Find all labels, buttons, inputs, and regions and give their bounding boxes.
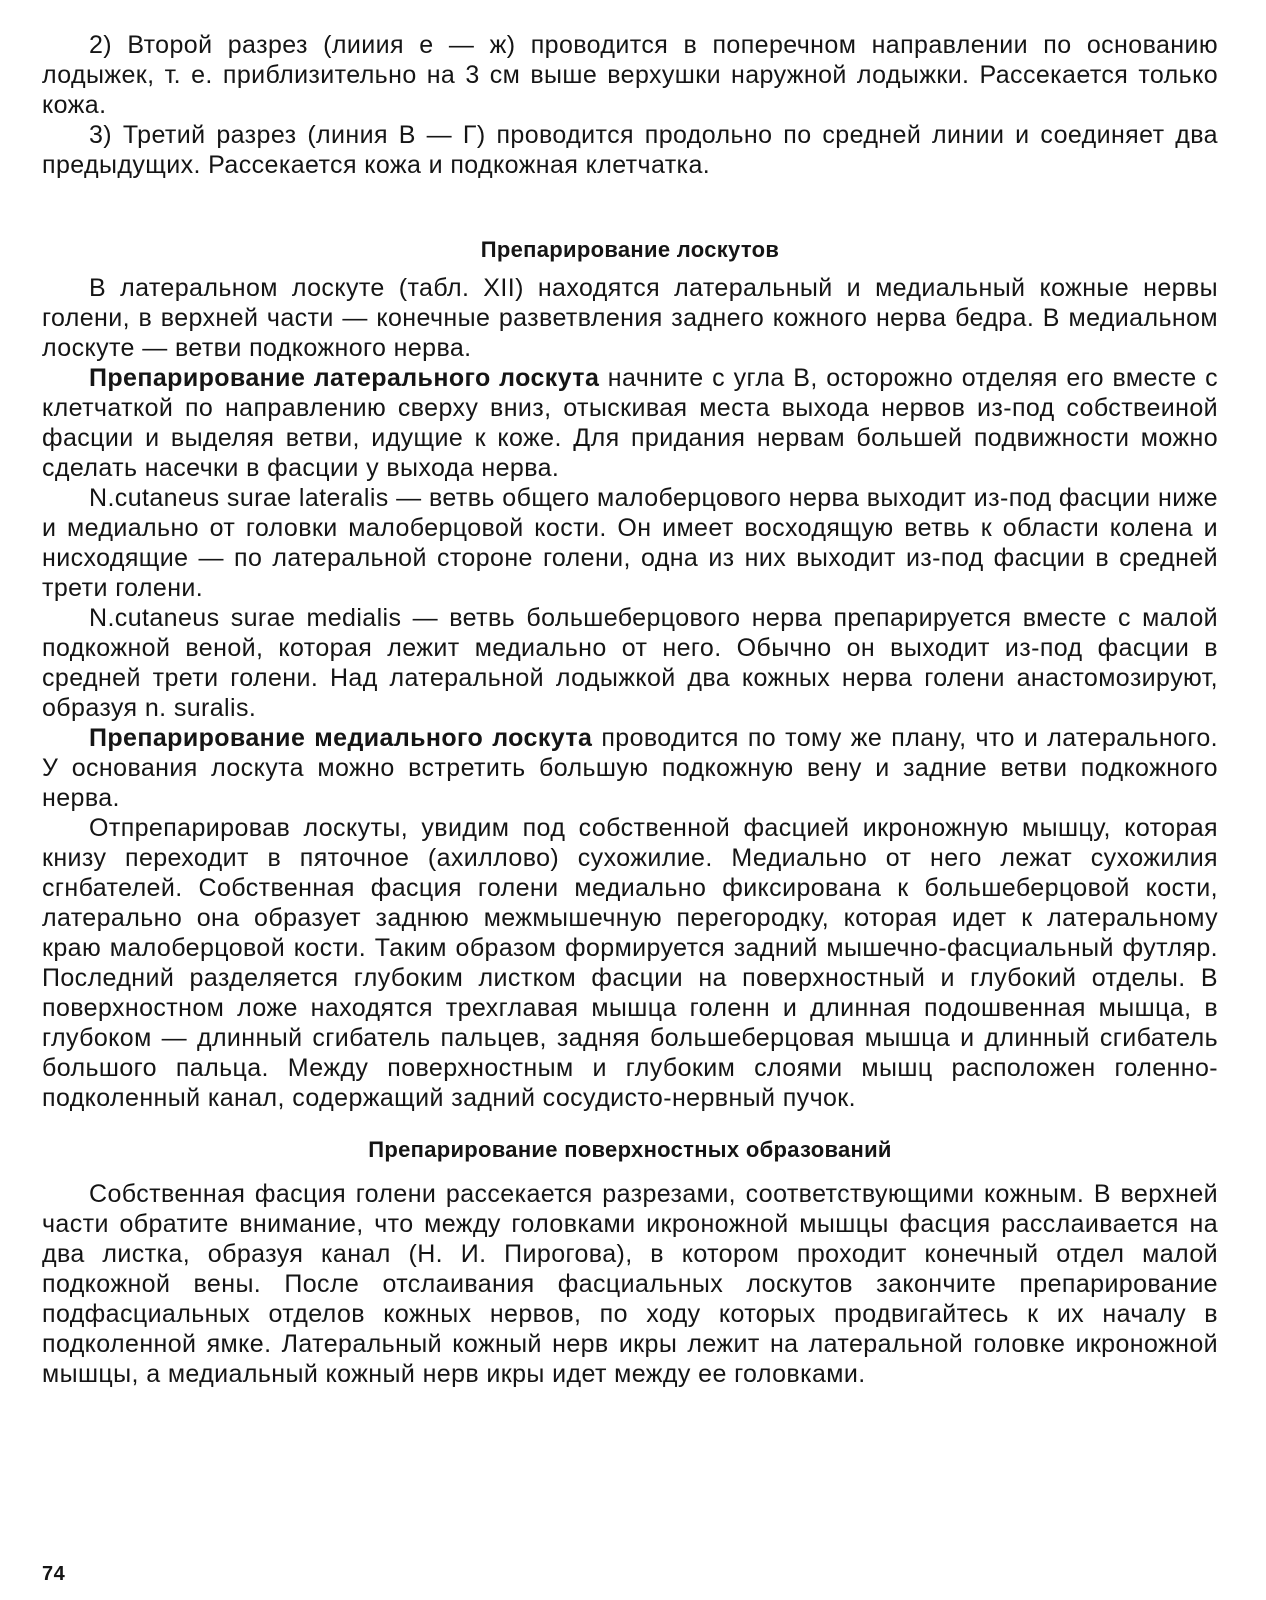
paragraph-flap-nerves: В латеральном лоскуте (табл. XII) находятся латеральный и медиальный кожные нервы голени, в верхней части — конечные разветвления заднего кожного нерва бедра. В медиальном лоскуте — ветви подкожного нерва.	[42, 274, 1218, 362]
book-page	[42, 30, 1218, 1389]
paragraph-third-incision: 3) Третий разрез (линия В — Г) проводится продольно по средней линии и соединяет два предыдущих. Рассекается кожа и подкожная клетчатка.	[42, 121, 1218, 179]
section-heading-flaps: Препарирование лоскутов	[480, 237, 780, 262]
paragraph-lateral-flap-text: начните с угла В, осторожно отделяя его вместе с клетчаткой по направлению сверху вниз, отыскивая места выхода нервов из-под собствеиной фасции и выделяя ветви, идущие к коже. Для придания нервам большей подвижности можно сделать насечки в фасции у выхода нерва.	[42, 364, 1218, 482]
paragraph-lateral-cutaneous-nerve: N.cutaneus surae lateralis — ветвь общего малоберцового нерва выходит из-под фасции ниже и медиально от головки малоберцовой кости. Он имеет восходящую ветвь к области колена и нисходящие — по латеральной стороне голени, одна из них выходит из-под фасции в средней трети голени.	[42, 484, 1218, 602]
paragraph-lateral-flap	[42, 363, 1218, 483]
page-number: 74	[42, 1563, 66, 1585]
paragraph-medial-flap	[42, 723, 1218, 813]
paragraph-second-incision: 2) Второй разрез (лииия е — ж) проводится в поперечном направлении по основанию лодыжек, т. е. приблизительно на 3 см выше верхушки наружной лодыжки. Рассекается только кожа.	[42, 31, 1218, 119]
bold-term-medial-flap: Препарирование медиального лоскута	[89, 724, 593, 752]
paragraph-superficial-fascia: Собственная фасция голени рассекается разрезами, соответствующими кожным. В верхней части обратите внимание, что между головками икроножной мышцы фасция расслаивается на два листка, образуя канал (Н. И. Пирогова), в котором проходит конечный отдел малой подкожной вены. После отслаивания фасциальных лоскутов закончите препарирование подфасциальных отделов кожных нервов, по ходу которых продвигайтесь к их началу в подколенной ямке. Латеральный кожный нерв икры лежит на латеральной головке икроножной мышцы, а медиальный кожный нерв икры идет между ее головками.	[42, 1180, 1218, 1388]
paragraph-medial-cutaneous-nerve: N.cutaneus surae medialis — ветвь большеберцового нерва препарируется вместе с малой подкожной веной, которая лежит медиально от него. Обычно он выходит из-под фасции в средней трети голени. Над латеральной лодыжкой два кожных нерва голени анастомозируют, образуя n. suralis.	[42, 604, 1218, 722]
section-heading-superficial: Препарирование поверхностных образований	[368, 1137, 892, 1162]
bold-term-lateral-flap: Препарирование латерального лоскута	[89, 364, 600, 392]
paragraph-medial-flap-text: проводится по тому же плану, что и латерального. У основания лоскута можно встретить большую подкожную вену и задние ветви подкожного нерва.	[42, 724, 1218, 812]
paragraph-fascia-compartment: Отпрепарировав лоскуты, увидим под собственной фасцией икроножную мышцу, которая книзу переходит в пяточное (ахиллово) сухожилие. Медиально от него лежат сухожилия сгнбателей. Собственная фасция голени медиально фиксирована к большеберцовой кости, латерально она образует заднюю межмышечную перегородку, которая идет к латеральному краю малоберцовой кости. Таким образом формируется задний мышечно-фасциальный футляр. Последний разделяется глубоким листком фасции на поверхностный и глубокий отделы. В поверхностном ложе находятся трехглавая мышца голенн и длинная подошвенная мышца, в глубоком — длинный сгибатель пальцев, задняя большеберцовая мышца и длинный сгибатель большого пальца. Между поверхностным и глубоким слоями мышц расположен голенно-подколенный канал, содержащий задний сосудисто-нервный пучок.	[42, 814, 1218, 1112]
